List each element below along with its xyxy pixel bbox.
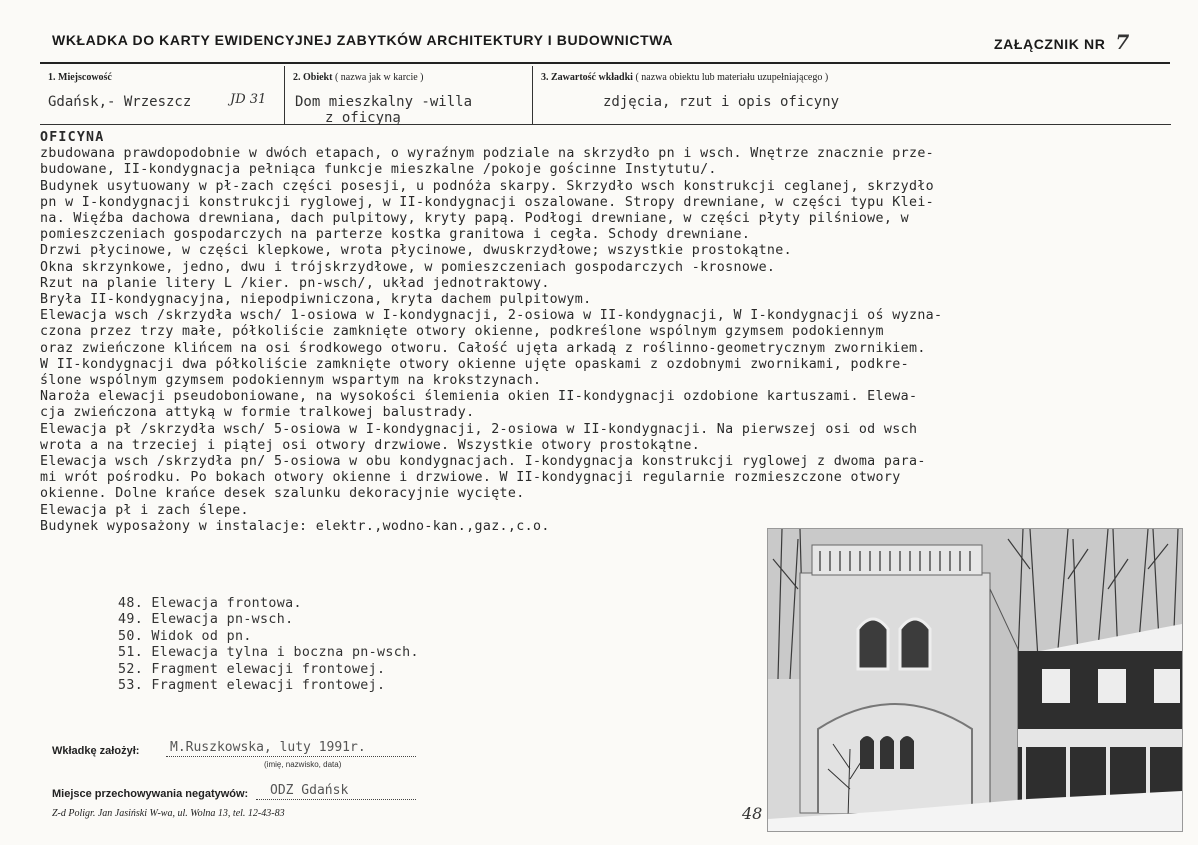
field-contents-label: 3. Zawartość wkładki xyxy=(541,72,633,83)
author-dots xyxy=(166,756,416,757)
description-line: Elewacja wsch /skrzydła pn/ 5-osiowa w obu kondygnacjach. I-kondygnacja konstrukcji ryglowej z dwoma para- xyxy=(40,454,926,469)
description-line: W II-kondygnacji dwa półkoliście zamknięte otwory okienne ujęte opaskami z ozdobnymi zwornikami, podkre- xyxy=(40,356,909,372)
photo-list-item: 53. Fragment elewacji frontowej. xyxy=(118,678,386,693)
description-line: Elewacja pł /skrzydła wsch/ 5-osiowa w I-kondygnacji, 2-osiowa w II-kondygnacji. Na pierwszej osi od wsch xyxy=(40,421,918,437)
description-line: pomieszczeniach gospodarczych na parterze kostka granitowa i cegła. Schody drewniane. xyxy=(40,227,751,243)
attachment-number xyxy=(994,30,1130,54)
description-line: okienne. Dolne krańce desek szalunku dekoracyjnie wycięte. xyxy=(40,486,525,502)
building-photo-image xyxy=(768,529,1182,831)
field-contents xyxy=(532,66,1171,125)
field-object-sublabel: ( nazwa jak w karcie ) xyxy=(334,72,424,83)
field-object-label-wrap xyxy=(293,72,424,83)
description-line: zbudowana prawdopodobnie w dwóch etapach, o wyraźnym podziale na skrzydło pn i wsch. Wnętrze znacznie prze- xyxy=(40,146,935,162)
building-photo xyxy=(767,528,1183,832)
description-line: Elewacja pł i zach ślepe. xyxy=(40,502,249,518)
description-line: pn w I-kondygnacji konstrukcji ryglowej, w II-kondygnacji oszalowane. Stropy drewniane, w części typu Klei- xyxy=(40,194,935,210)
description-line: wrota a na trzeciej i piątej osi otwory drzwiowe. Wszystkie otwory prostokątne. xyxy=(40,437,701,453)
author-label: Wkładkę założył: xyxy=(52,745,140,757)
field-object-value: Dom mieszkalny -willa xyxy=(295,94,473,110)
field-object-label: 2. Obiekt xyxy=(293,72,333,83)
storage-dots xyxy=(256,799,416,800)
photo-list-item: 52. Fragment elewacji frontowej. xyxy=(118,661,386,677)
description-line: Naroża elewacji pseudoboniowane, na wysokości ślemienia okien II-kondygnacji ozdobione kartuszami. Elewa- xyxy=(40,389,918,405)
description-line: na. Więźba dachowa drewniana, dach pulpitowy, kryty papą. Podłogi drewniane, w części płyty pilśniowe, w xyxy=(40,211,909,226)
field-contents-value: zdjęcia, rzut i opis oficyny xyxy=(603,94,840,110)
photo-list-item: 49. Elewacja pn-wsch. xyxy=(118,612,294,628)
description-line: Budynek usytuowany w pł-zach części posesji, u podnóża skarpy. Skrzydło wsch konstrukcji ceglanej, skrzydło xyxy=(40,178,935,194)
description-line: Elewacja wsch /skrzydła wsch/ 1-osiowa w I-kondygnacji, 2-osiowa w II-kondygnacji, W I-kondygnacji oś wyzna- xyxy=(40,308,943,324)
attachment-label: ZAŁĄCZNIK NR xyxy=(994,36,1106,52)
description-line: Drzwi płycinowe, w części klepkowe, wrota płycinowe, dwuskrzydłowe; wszystkie prostokątne. xyxy=(40,243,792,259)
description-line: Rzut na planie litery L /kier. pn-wsch/, układ jednotraktowy. xyxy=(40,275,550,291)
description-line: OFICYNA xyxy=(40,130,105,145)
field-contents-label-wrap xyxy=(541,72,828,83)
description-line: Okna skrzynkowe, jedno, dwu i trójskrzydłowe, w pomieszczeniach gospodarczych -krosnowe. xyxy=(40,259,776,275)
description-line: cja zwieńczona attyką w formie tralkowej balustrady. xyxy=(40,405,475,421)
photo-number: 48 xyxy=(742,804,763,823)
description-line: Bryła II-kondygnacyjna, niepodpiwniczona, kryta dachem pulpitowym. xyxy=(40,292,592,307)
printer-imprint: Z-d Poligr. Jan Jasiński W-wa, ul. Wolna 13, tel. 12-43-83 xyxy=(52,808,285,819)
storage-value: ODZ Gdańsk xyxy=(270,783,349,798)
field-locality-value: Gdańsk,- Wrzeszcz xyxy=(48,94,192,110)
storage-label: Miejsce przechowywania negatywów: xyxy=(52,788,249,800)
attachment-number-value: 7 xyxy=(1115,30,1130,54)
description-line: mi wrót pośrodku. Po bokach otwory okienne i drzwiowe. W II-kondygnacji regularnie rozmieszczone otwory xyxy=(40,470,901,486)
description-line: oraz zwieńczone klińcem na osi środkowego otworu. Całość ujęta arkadą z roślinno-geometrycznym zwornikiem. xyxy=(40,340,926,356)
field-locality xyxy=(40,66,284,125)
field-object-value-2: z oficyną xyxy=(325,110,401,126)
photo-list-item: 50. Widok od pn. xyxy=(118,628,252,644)
description-line: czona przez trzy małe, półkoliście zamknięte otwory okienne, podkreślone wspólnym gzymsem podokiennym xyxy=(40,324,884,340)
field-contents-sublabel: ( nazwa obiektu lub materiału uzupełniającego ) xyxy=(635,72,829,83)
author-sublabel: (imię, nazwisko, data) xyxy=(264,760,342,769)
photo-list-item: 51. Elewacja tylna i boczna pn-wsch. xyxy=(118,645,419,661)
field-object xyxy=(284,66,533,125)
card-title: WKŁADKA DO KARTY EWIDENCYJNEJ ZABYTKÓW ARCHITEKTURY I BUDOWNICTWA xyxy=(52,32,674,48)
author-value: M.Ruszkowska, luty 1991r. xyxy=(170,740,366,755)
field-locality-label: 1. Miejscowość xyxy=(48,72,112,83)
header-divider xyxy=(40,62,1170,64)
photo-list-item: 48. Elewacja frontowa. xyxy=(118,596,302,611)
description-line: budowane, II-kondygnacja pełniąca funkcje mieszkalne /pokoje gościnne Instytutu/. xyxy=(40,162,717,178)
field-locality-note: JD 31 xyxy=(230,92,267,107)
description-line: Budynek wyposażony w instalacje: elektr.,wodno-kan.,gaz.,c.o. xyxy=(40,518,550,534)
description-line: ślone wspólnym gzymsem podokiennym wspartym na krokstzynach. xyxy=(40,373,542,388)
